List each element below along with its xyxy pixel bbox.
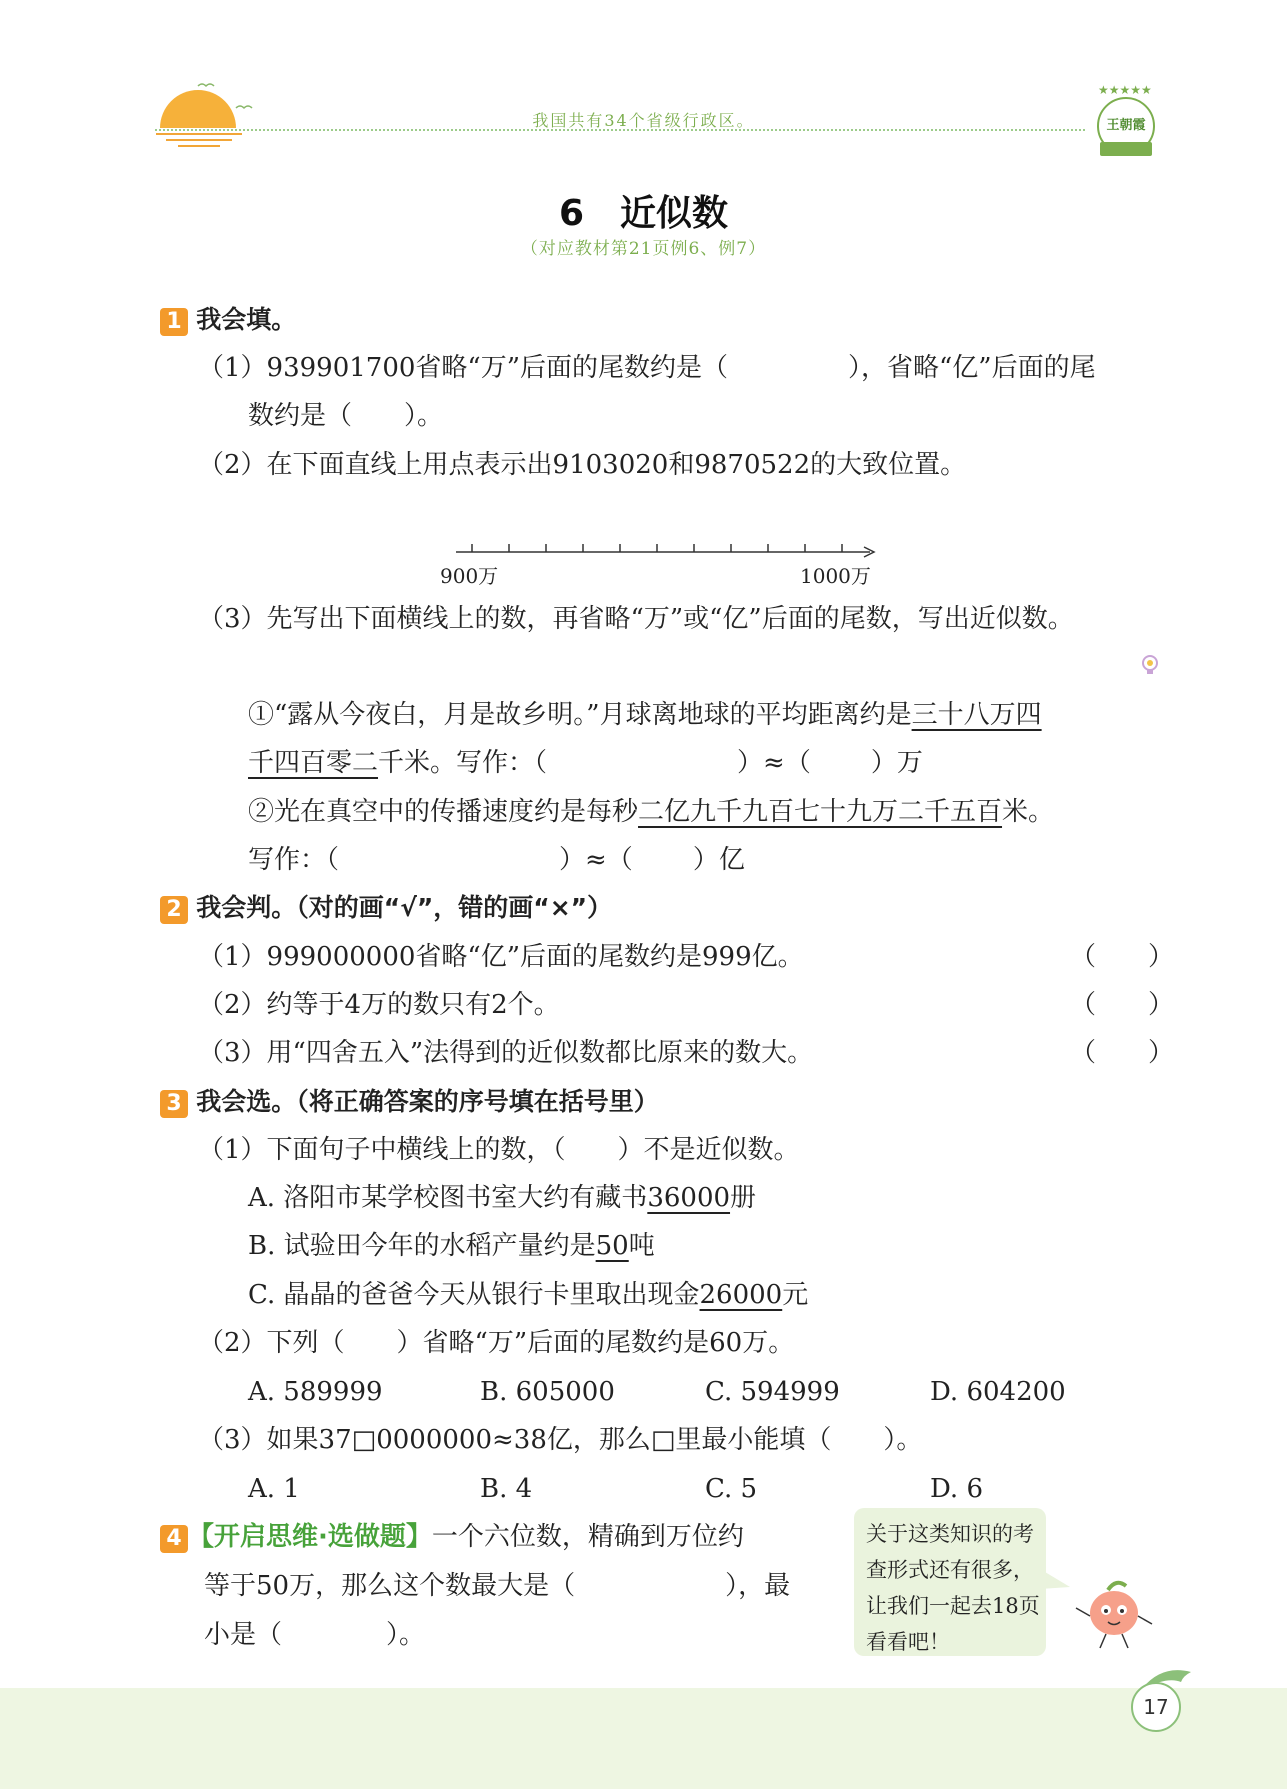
- section-number-badge: 1: [160, 308, 188, 336]
- section2-heading: [160, 893, 612, 924]
- section1-heading: [160, 305, 296, 336]
- s3-q2-option-b: B. 605000: [480, 1377, 615, 1407]
- s1-sub2-text-end: 米。: [1002, 797, 1055, 827]
- page-footer-band: [0, 1688, 1287, 1789]
- s3-q2-option-c: C. 594999: [705, 1377, 840, 1407]
- s3-q3-option-d: D. 6: [930, 1474, 983, 1504]
- tip-text: 关于这类知识的考查形式还有很多，让我们一起去18页看看吧！: [866, 1522, 1040, 1654]
- s4-text-1: 一个六位数，精确到万位约: [431, 1522, 744, 1552]
- s1-q1-text-a: （1）939901700省略“万”后面的尾数约是（: [198, 353, 729, 383]
- publisher-logo: [1090, 80, 1162, 160]
- option-underlined-number: 26000: [699, 1280, 783, 1310]
- s1-q2: （2）在下面直线上用点表示出9103020和9870522的大致位置。: [198, 450, 967, 480]
- section-title: 我会判。（对的画“√”，错的画“×”）: [196, 893, 613, 922]
- option-text: C. 晶晶的爸爸今天从银行卡里取出现金: [248, 1280, 700, 1310]
- s2-item-3: （3）用“四舍五入”法得到的近似数都比原来的数大。: [198, 1038, 814, 1068]
- page-subtitle: （对应教材第21页例6、例7）: [520, 239, 767, 259]
- option-unit: 元: [782, 1280, 809, 1310]
- peach-mascot-icon: [1068, 1568, 1158, 1658]
- s3-q3-option-b: B. 4: [480, 1474, 533, 1504]
- section-number-badge: 2: [160, 896, 188, 924]
- optional-tag: 【开启思维·选做题】: [188, 1522, 432, 1552]
- s3-q1-option-a: [248, 1183, 756, 1213]
- section-number-badge: 4: [160, 1525, 188, 1553]
- hint-bulb-icon: [1140, 654, 1160, 676]
- s3-q2-option-d: D. 604200: [930, 1377, 1066, 1407]
- option-text: A. 洛阳市某学校图书室大约有藏书: [248, 1183, 648, 1213]
- page-number: 17: [1131, 1682, 1181, 1732]
- s3-q1-option-c: [248, 1280, 808, 1310]
- s3-q1: （1）下面句子中横线上的数，（ ）不是近似数。: [198, 1135, 800, 1165]
- option-text: B. 试验田今年的水稻产量约是: [248, 1231, 596, 1261]
- option-underlined-number: 36000: [647, 1183, 731, 1213]
- s1-sub1-text: ①“露从今夜白，月是故乡明。”月球离地球的平均距离约是: [248, 700, 912, 730]
- s3-q3-option-a: A. 1: [248, 1474, 300, 1504]
- section-title: 我会选。（将正确答案的序号填在括号里）: [196, 1087, 659, 1116]
- s1-q1-line1: [198, 353, 1096, 383]
- s2-item-2: （2）约等于4万的数只有2个。: [198, 990, 560, 1020]
- s1-sub1-line1: [248, 700, 1042, 730]
- section4-line3: 小是（ ）。: [204, 1620, 426, 1650]
- s2-answer-paren-2: （ ）: [1070, 990, 1175, 1020]
- section-number-badge: 3: [160, 1090, 188, 1118]
- s1-sub1-underlined: 三十八万四: [911, 700, 1042, 730]
- s1-sub2-underlined: 二亿九千九百七十九万二千五百: [638, 797, 1003, 827]
- svg-text:★★★★★: ★★★★★: [1098, 83, 1152, 97]
- s2-answer-paren-1: （ ）: [1070, 942, 1175, 972]
- section3-heading: [160, 1087, 659, 1118]
- s1-sub1-unit: ）万: [870, 748, 923, 778]
- s3-q2-option-a: A. 589999: [248, 1377, 383, 1407]
- number-line: [450, 538, 880, 562]
- s1-q1-text-b: ），省略“亿”后面的尾: [848, 353, 1096, 383]
- header-note: 我国共有34个省级行政区。: [532, 111, 755, 130]
- s2-answer-paren-3: （ ）: [1070, 1038, 1175, 1068]
- s1-sub2-unit: ）亿: [692, 845, 745, 875]
- numline-left-label: 900万: [440, 564, 499, 588]
- option-unit: 册: [730, 1183, 757, 1213]
- s2-item-1: （1）999000000省略“亿”后面的尾数约是999亿。: [198, 942, 804, 972]
- s3-q3-option-c: C. 5: [705, 1474, 758, 1504]
- s1-sub2-approx: ）≈（: [559, 845, 633, 875]
- s4-text-3: ），最: [725, 1571, 791, 1601]
- logo-text: 王朝霞: [1106, 118, 1146, 133]
- s4-text-2: 等于50万，那么这个数最大是（: [204, 1571, 576, 1601]
- s1-sub1-line2: [248, 748, 923, 778]
- s1-q3: （3）先写出下面横线上的数，再省略“万”或“亿”后面的尾数，写出近似数。: [198, 604, 1074, 634]
- s1-q1-line2: 数约是（ ）。: [248, 401, 444, 431]
- s1-sub1-approx: ）≈（: [737, 748, 811, 778]
- s3-q3: （3）如果37□0000000≈38亿，那么□里最小能填（ ）。: [198, 1425, 923, 1455]
- s3-q2: （2）下列（ ）省略“万”后面的尾数约是60万。: [198, 1328, 795, 1358]
- numline-right-label: 1000万: [800, 564, 871, 588]
- s1-sub2-line1: [248, 797, 1054, 827]
- s1-sub1-write: 千米。写作：（: [378, 748, 548, 778]
- section-title: 我会填。: [196, 305, 297, 334]
- s1-sub2-write: 写作：（: [248, 845, 340, 875]
- option-underlined-number: 50: [595, 1231, 629, 1261]
- page-title: 6 近似数: [558, 193, 729, 234]
- s1-sub2-text: ②光在真空中的传播速度约是每秒: [248, 797, 639, 827]
- s3-q1-option-b: [248, 1231, 655, 1261]
- s1-sub2-line2: [248, 845, 745, 875]
- section4-line2: [204, 1571, 790, 1601]
- s1-sub1-underlined-2: 千四百零二: [248, 748, 379, 778]
- section4-line1: [160, 1522, 744, 1553]
- option-unit: 吨: [628, 1231, 655, 1261]
